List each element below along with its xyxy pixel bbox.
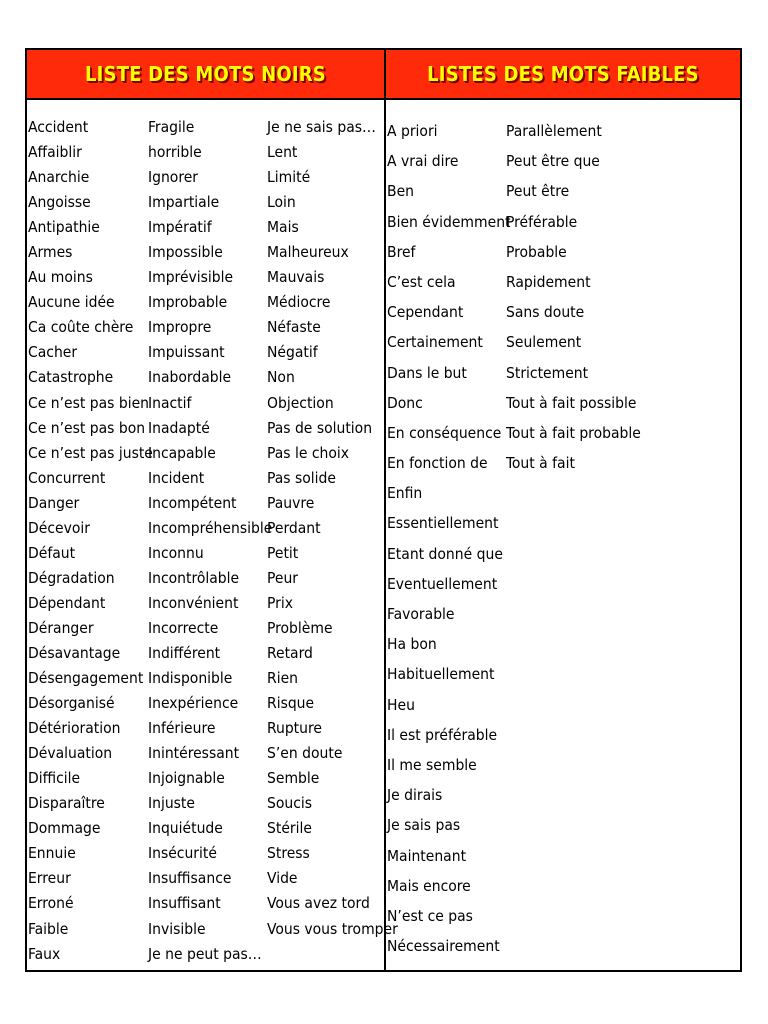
word-item: Incapable — [148, 443, 216, 462]
word-item: Inquiétude — [148, 819, 223, 838]
word-item: Problème — [267, 618, 333, 637]
weak-words-column-2 — [506, 116, 641, 478]
word-item: Danger — [28, 493, 80, 512]
word-item: Essentiellement — [387, 514, 499, 533]
word-item: Stress — [267, 844, 310, 863]
word-item: Invisible — [148, 919, 206, 938]
word-item: Injuste — [148, 794, 195, 813]
word-item: Loin — [267, 193, 296, 212]
word-item: Décevoir — [28, 518, 90, 537]
word-item: Insuffisant — [148, 894, 221, 913]
word-item: Négatif — [267, 343, 318, 362]
word-item: Dégradation — [28, 568, 115, 587]
black-words-column-3 — [267, 115, 398, 942]
header-weak-words: LISTES DES MOTS FAIBLES — [427, 62, 699, 86]
word-item: Faible — [28, 919, 69, 938]
word-item: Désengagement — [28, 669, 144, 688]
word-item: Ce n’est pas juste — [28, 443, 153, 462]
word-item: Erreur — [28, 869, 71, 888]
word-item: Impossible — [148, 243, 223, 262]
word-item: Fragile — [148, 118, 195, 136]
word-item: Rien — [267, 669, 298, 688]
word-list-table — [25, 48, 742, 972]
word-item: N’est ce pas — [387, 906, 473, 925]
word-item: Tout à fait probable — [506, 423, 641, 442]
word-item: Inabordable — [148, 368, 232, 387]
word-item: Heu — [387, 695, 415, 714]
word-item: Difficile — [28, 769, 81, 788]
word-item: Mais encore — [387, 876, 471, 895]
word-item: Ce n’est pas bon — [28, 418, 146, 437]
word-item: Eventuellement — [387, 574, 498, 593]
word-item: Perdant — [267, 518, 321, 537]
black-words-column-2 — [148, 115, 272, 967]
word-item: Seulement — [506, 333, 582, 352]
word-item: Dommage — [28, 819, 101, 838]
word-item: Insécurité — [148, 844, 217, 863]
word-item: horrible — [148, 143, 202, 162]
word-item: Incompréhensible — [148, 518, 273, 537]
word-item: Inconnu — [148, 543, 204, 562]
word-item: Incident — [148, 468, 205, 487]
word-item: Peut être que — [506, 152, 600, 171]
word-item: Incontrôlable — [148, 568, 240, 587]
word-item: Sans doute — [506, 303, 585, 322]
word-item: Angoisse — [28, 193, 91, 212]
word-item: Je sais pas — [387, 816, 461, 835]
word-item: En fonction de — [387, 454, 488, 473]
word-item: Aucune idée — [28, 293, 115, 312]
word-item: Rupture — [267, 719, 322, 738]
word-item: Prix — [267, 593, 293, 612]
word-item: En conséquence — [387, 423, 502, 442]
word-item: Concurrent — [28, 468, 106, 487]
word-item: Je ne peut pas… — [148, 944, 262, 963]
word-item: Impuissant — [148, 343, 225, 362]
word-item: Au moins — [28, 268, 93, 287]
word-item: Antipathie — [28, 218, 100, 237]
word-item: Impropre — [148, 318, 212, 337]
word-item: C’est cela — [387, 272, 456, 291]
word-item: Injoignable — [148, 769, 225, 788]
word-item: Retard — [267, 643, 313, 662]
word-item: Médiocre — [267, 293, 331, 312]
word-item: Déranger — [28, 618, 94, 637]
word-item: Ha bon — [387, 635, 437, 654]
word-item: Nécessairement — [387, 937, 500, 956]
word-item: Néfaste — [267, 318, 321, 337]
word-item: A vrai dire — [387, 152, 459, 171]
word-item: Incompétent — [148, 493, 237, 512]
word-item: Ca coûte chère — [28, 318, 134, 337]
word-item: Rapidement — [506, 272, 591, 291]
word-item: Il me semble — [387, 755, 477, 774]
word-item: Inférieure — [148, 719, 216, 738]
word-item: Impératif — [148, 218, 212, 237]
word-item: Ignorer — [148, 168, 199, 187]
word-item: Défaut — [28, 543, 76, 562]
word-item: Malheureux — [267, 243, 349, 262]
word-item: Affaiblir — [28, 143, 82, 162]
weak-words-column-1 — [387, 116, 511, 961]
word-item: Cependant — [387, 303, 464, 322]
word-item: Donc — [387, 393, 423, 412]
word-item: Petit — [267, 543, 299, 562]
word-item: Insuffisance — [148, 869, 232, 888]
word-item: Dévaluation — [28, 744, 113, 763]
word-item: Détérioration — [28, 719, 121, 738]
word-item: Maintenant — [387, 846, 467, 865]
word-item: Impartiale — [148, 193, 220, 212]
word-item: Indifférent — [148, 643, 221, 662]
word-item: Favorable — [387, 605, 455, 623]
word-item: Stérile — [267, 819, 312, 838]
word-item: Tout à fait — [506, 454, 575, 473]
word-item: Lent — [267, 143, 298, 162]
word-item: Faux — [28, 944, 61, 963]
word-item: Non — [267, 368, 295, 387]
word-item: Désavantage — [28, 643, 121, 662]
word-item: Dépendant — [28, 593, 106, 612]
word-item: Certainement — [387, 333, 483, 352]
word-item: Pauvre — [267, 493, 315, 512]
word-item: Limité — [267, 168, 311, 187]
word-item: Inconvénient — [148, 593, 239, 612]
word-item: Mais — [267, 218, 299, 237]
word-item: Dans le but — [387, 363, 467, 382]
word-item: Disparaître — [28, 794, 105, 813]
word-item: Préférable — [506, 212, 578, 231]
word-item: Vous vous tromper — [267, 919, 398, 938]
word-item: Incorrecte — [148, 618, 219, 637]
word-item: Inexpérience — [148, 694, 239, 713]
word-item: Improbable — [148, 293, 228, 312]
word-item: Bien évidemment — [387, 212, 511, 231]
word-item: Pas de solution — [267, 418, 373, 437]
word-item: Inintéressant — [148, 744, 240, 763]
word-item: Semble — [267, 769, 320, 788]
word-item: Inadapté — [148, 418, 210, 437]
word-item: Strictement — [506, 363, 589, 382]
word-item: Peut être — [506, 182, 570, 201]
word-item: Catastrophe — [28, 368, 114, 387]
word-item: Mauvais — [267, 268, 325, 287]
word-item: Bref — [387, 242, 416, 261]
word-item: Je dirais — [387, 786, 443, 805]
word-item: Ennuie — [28, 844, 76, 863]
word-item: Ben — [387, 182, 414, 201]
word-item: Il est préférable — [387, 725, 498, 744]
word-item: Tout à fait possible — [506, 393, 637, 412]
word-item: Erroné — [28, 894, 74, 913]
word-item: Peur — [267, 568, 299, 587]
black-words-column-1 — [28, 115, 153, 967]
word-item: Probable — [506, 242, 567, 261]
word-item: Etant donné que — [387, 544, 503, 563]
word-item: Accident — [28, 118, 89, 136]
word-item: Enfin — [387, 484, 423, 503]
word-item: Objection — [267, 393, 334, 412]
word-item: Risque — [267, 694, 315, 713]
word-item: Cacher — [28, 343, 78, 362]
word-item: Pas solide — [267, 468, 336, 487]
word-item: Anarchie — [28, 168, 90, 187]
word-item: Vous avez tord — [267, 894, 370, 913]
word-item: S’en doute — [267, 744, 343, 763]
word-item: A priori — [387, 122, 438, 140]
word-item: Je ne sais pas… — [267, 118, 376, 136]
word-item: Parallèlement — [506, 122, 602, 140]
word-item: Indisponible — [148, 669, 233, 688]
word-item: Inactif — [148, 393, 192, 412]
header-black-words: LISTE DES MOTS NOIRS — [85, 62, 326, 86]
word-item: Vide — [267, 869, 298, 888]
word-item: Désorganisé — [28, 694, 115, 713]
word-item: Soucis — [267, 794, 313, 813]
word-item: Imprévisible — [148, 268, 234, 287]
word-item: Ce n’est pas bien — [28, 393, 150, 412]
word-item: Habituellement — [387, 665, 495, 684]
word-item: Pas le choix — [267, 443, 349, 462]
word-item: Armes — [28, 243, 73, 262]
